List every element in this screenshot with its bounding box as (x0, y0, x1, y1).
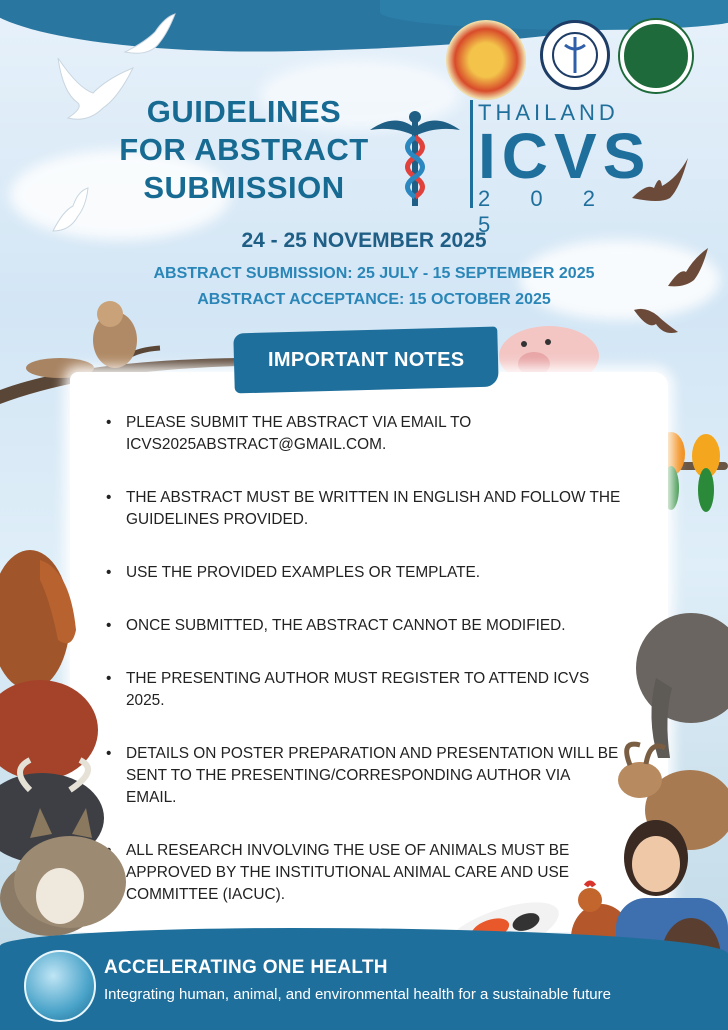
elephant-icon (636, 608, 728, 758)
note-text: PLEASE SUBMIT THE ABSTRACT VIA EMAIL TO ICVS2025ABSTRACT@GMAIL.COM. (126, 414, 472, 453)
submission-dates: ABSTRACT SUBMISSION: 25 JULY - 15 SEPTEMBER 2025 (153, 265, 595, 282)
notes-heading-badge (233, 327, 498, 394)
logo-divider (470, 100, 473, 208)
note-text: THE ABSTRACT MUST BE WRITTEN IN ENGLISH AND FOLLOW THE GUIDELINES PROVIDED. (126, 489, 621, 528)
bullet: • (106, 745, 112, 762)
note-text: THE PRESENTING AUTHOR MUST REGISTER TO ATTEND ICVS 2025. (126, 670, 590, 709)
footer-title: ACCELERATING ONE HEALTH (104, 957, 388, 978)
note-text: DETAILS ON POSTER PREPARATION AND PRESENTATION WILL BE SENT TO THE PRESENTING/CORRESPONDING AUTHOR VIA EMAIL. (126, 745, 619, 806)
note-text: ALL RESEARCH INVOLVING THE USE OF ANIMALS MUST BE APPROVED BY THE INSTITUTIONAL ANIMAL CARE AND USE COMMITTEE (IACUC). (126, 842, 570, 903)
footer-banner (0, 928, 728, 1030)
note-text: USE THE PROVIDED EXAMPLES OR TEMPLATE. (126, 564, 481, 581)
title-line: GUIDELINES (146, 94, 342, 129)
list-item (108, 487, 623, 531)
logo-year: 2 0 2 5 (478, 186, 612, 237)
page-title (104, 93, 384, 207)
logo-country: THAILAND (478, 100, 619, 125)
logo-acronym: ICVS (478, 120, 652, 192)
livestock-department-seal-icon (446, 20, 526, 100)
footer-subtitle: Integrating human, animal, and environmental health for a sustainable future (104, 986, 611, 1003)
bullet: • (106, 670, 112, 687)
bat-icon (632, 158, 688, 206)
bullet: • (106, 489, 112, 506)
list-item (108, 615, 623, 637)
notes-heading: IMPORTANT NOTES (267, 348, 465, 371)
dove-icon (120, 12, 180, 62)
note-text: ONCE SUBMITTED, THE ABSTRACT CANNOT BE MODIFIED. (126, 617, 566, 634)
list-item (108, 743, 623, 809)
list-item (108, 412, 623, 456)
vet-association-seal-icon (540, 20, 610, 90)
bullet: • (106, 564, 112, 581)
caduceus-icon (370, 102, 460, 207)
event-date: 24 - 25 NOVEMBER 2025 (241, 229, 487, 252)
bat-icon (634, 306, 678, 340)
list-item (108, 562, 623, 584)
list-item (108, 668, 623, 712)
acceptance-date: ABSTRACT ACCEPTANCE: 15 OCTOBER 2025 (197, 291, 551, 308)
bullet: • (106, 617, 112, 634)
title-line: SUBMISSION (143, 170, 345, 205)
partner-seal-icon (620, 20, 692, 92)
one-health-globe-icon (24, 950, 96, 1022)
notes-list (108, 412, 623, 937)
title-line: FOR ABSTRACT (119, 132, 369, 167)
bullet: • (106, 414, 112, 431)
cat-icon (10, 808, 150, 932)
